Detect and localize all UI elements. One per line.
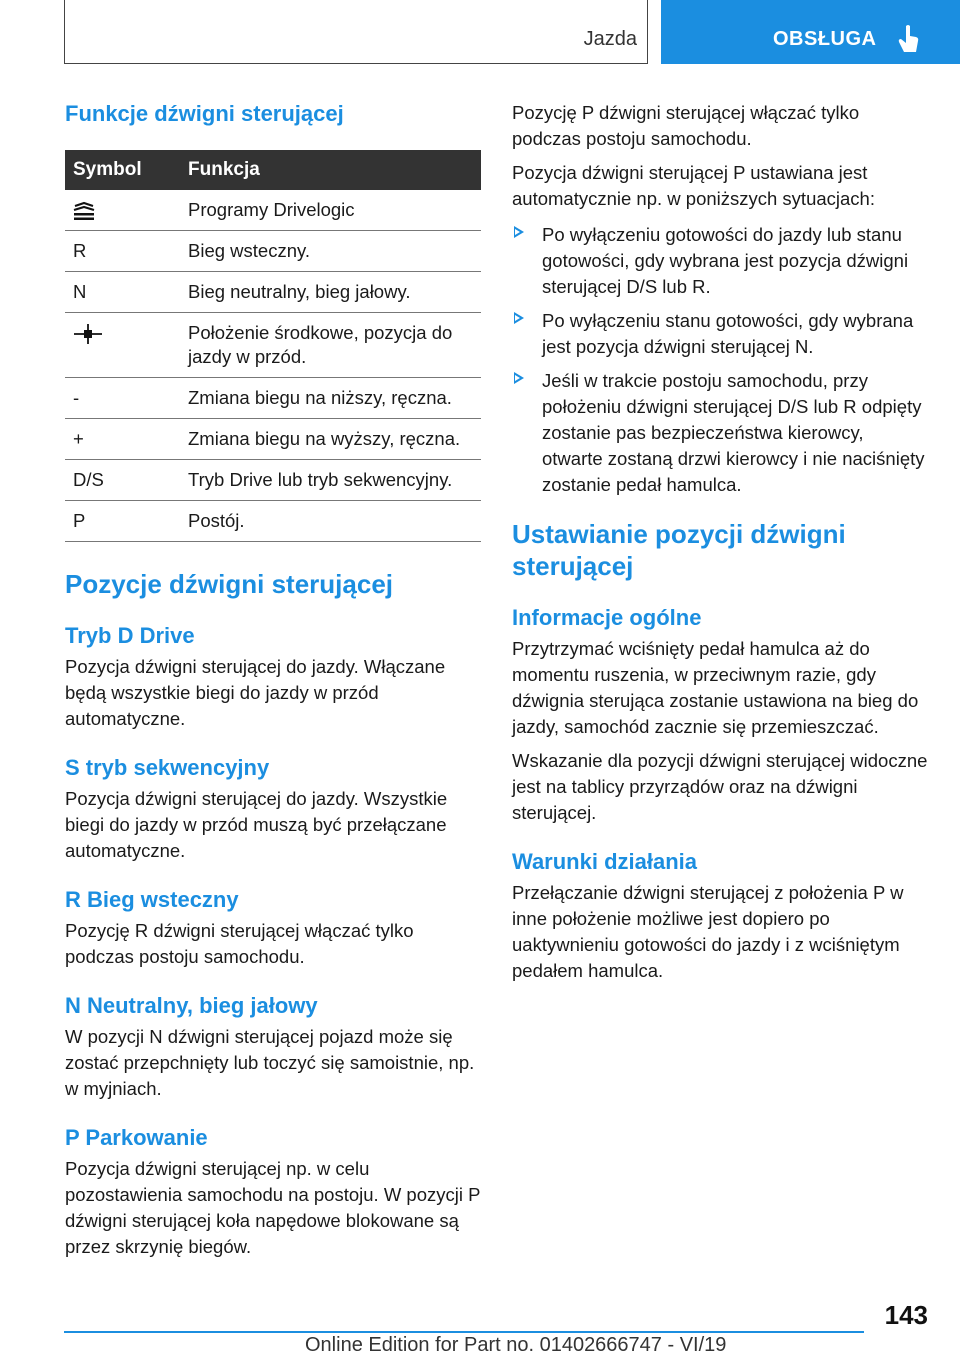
- hand-pointer-icon: [897, 24, 921, 54]
- d-drive-heading: Tryb D Drive: [65, 623, 195, 648]
- table-header-row: [65, 150, 481, 190]
- table-cell-function: Postój.: [188, 501, 481, 542]
- auto-p-list: [512, 222, 928, 498]
- triangle-bullet-icon: [514, 312, 524, 324]
- indicator-text: Wskazanie dla pozycji dźwigni sterującej widoczne jest na tablicy przyrządów oraz na dźwigni sterującej.: [512, 750, 928, 823]
- table-cell-symbol: P: [65, 501, 188, 542]
- p-info-text: Pozycję P dźwigni sterującej włączać tylko podczas postoju samochodu.: [512, 102, 860, 149]
- table-cell-symbol: N: [65, 272, 188, 313]
- setting-heading: Ustawianie pozycji dźwigni sterującej: [512, 519, 846, 581]
- s-sequential-heading: S tryb sekwencyjny: [65, 755, 270, 780]
- general-info-heading: Informacje ogólne: [512, 605, 702, 630]
- conditions-heading: Warunki działania: [512, 849, 698, 874]
- drivelogic-icon: [73, 201, 95, 221]
- table-cell-function: Zmiana biegu na wyższy, ręczna.: [188, 419, 481, 460]
- table-row: [65, 190, 481, 231]
- table-cell-function: Położenie środkowe, pozycja do jazdy w przód.: [188, 313, 481, 378]
- r-reverse-heading: R Bieg wsteczny: [65, 887, 239, 912]
- table-cell-function: Tryb Drive lub tryb sekwencyjny.: [188, 460, 481, 501]
- footer-edition: Online Edition for Part no. 01402666747 - VI/19: [305, 1334, 727, 1356]
- table-row: [65, 501, 481, 542]
- positions-heading: Pozycje dźwigni sterującej: [65, 569, 393, 599]
- list-item: [512, 368, 928, 498]
- left-column: [65, 100, 481, 1260]
- list-item: [512, 308, 928, 360]
- table-row: [65, 272, 481, 313]
- list-item-text: Po wyłączeniu gotowości do jazdy lub stanu gotowości, gdy wybrana jest pozycja dźwigni sterującej D/S lub R.: [542, 224, 909, 297]
- conditions-text: Przełączanie dźwigni sterującej z położenia P w inne położenie możliwe jest dopiero po uaktywnieniu gotowości do jazdy i z wciśniętym pedałem hamulca.: [512, 882, 904, 981]
- table-row: [65, 378, 481, 419]
- center-position-icon: [73, 323, 103, 345]
- page-number: 143: [884, 1300, 928, 1330]
- p-parking-text: Pozycja dźwigni sterującej np. w celu pozostawienia samochodu na postoju. W pozycji P dźwigni sterującej koła napędowe blokowane są przez skrzynię biegów.: [65, 1158, 481, 1257]
- table-row: [65, 419, 481, 460]
- chapter-tab[interactable]: [661, 0, 960, 64]
- table-row: [65, 313, 481, 378]
- table-cell-function: Programy Drivelogic: [188, 190, 481, 231]
- center-position-symbol-cell: [65, 313, 188, 378]
- footer-divider: [64, 1331, 864, 1333]
- list-item-text: Po wyłączeniu stanu gotowości, gdy wybrana jest pozycja dźwigni sterującej N.: [542, 310, 914, 357]
- table-cell-symbol: -: [65, 378, 188, 419]
- table-header-function: Funkcja: [188, 150, 481, 190]
- drivelogic-symbol-cell: [65, 190, 188, 231]
- table-cell-function: Bieg neutralny, bieg jałowy.: [188, 272, 481, 313]
- n-neutral-heading: N Neutralny, bieg jałowy: [65, 993, 318, 1018]
- functions-table: [65, 150, 481, 542]
- table-cell-function: Bieg wsteczny.: [188, 231, 481, 272]
- table-cell-symbol: +: [65, 419, 188, 460]
- table-cell-symbol: D/S: [65, 460, 188, 501]
- table-header-symbol: Symbol: [65, 150, 188, 190]
- table-title: Funkcje dźwigni sterującej: [65, 101, 344, 126]
- right-column: [512, 100, 928, 984]
- s-sequential-text: Pozycja dźwigni sterującej do jazdy. Wszystkie biegi do jazdy w przód muszą być przełączane automatyczne.: [65, 788, 448, 861]
- table-cell-function: Zmiana biegu na niższy, ręczna.: [188, 378, 481, 419]
- p-parking-heading: P Parkowanie: [65, 1125, 208, 1150]
- header-section-box: [64, 0, 648, 64]
- list-item-text: Jeśli w trakcie postoju samochodu, przy położeniu dźwigni sterującej D/S lub R odpięty zostanie pas bezpieczeństwa kierowcy, otwarte zostaną drzwi kierowcy i nie naciśnięty zostanie pedał hamulca.: [542, 370, 925, 495]
- list-item: [512, 222, 928, 300]
- auto-p-intro: Pozycja dźwigni sterującej P ustawiana jest automatycznie np. w poniższych sytuacjach:: [512, 162, 875, 209]
- n-neutral-text: W pozycji N dźwigni sterującej pojazd może się zostać przepchnięty lub toczyć się samoistnie, np. w myjniach.: [65, 1026, 475, 1099]
- d-drive-text: Pozycja dźwigni sterującej do jazdy. Włączane będą wszystkie biegi do jazdy w przód automatyczne.: [65, 656, 446, 729]
- general-info-text: Przytrzymać wciśnięty pedał hamulca aż do momentu ruszenia, w przeciwnym razie, gdy dźwignia sterująca zostanie ustawiona na bieg do jazdy, samochód zacznie się przemieszczać.: [512, 638, 919, 737]
- triangle-bullet-icon: [514, 372, 524, 384]
- table-row: [65, 460, 481, 501]
- r-reverse-text: Pozycję R dźwigni sterującej włączać tylko podczas postoju samochodu.: [65, 920, 414, 967]
- table-row: [65, 231, 481, 272]
- triangle-bullet-icon: [514, 226, 524, 238]
- chapter-tab-label: OBSŁUGA: [773, 28, 877, 50]
- section-title: Jazda: [583, 28, 637, 50]
- table-cell-symbol: R: [65, 231, 188, 272]
